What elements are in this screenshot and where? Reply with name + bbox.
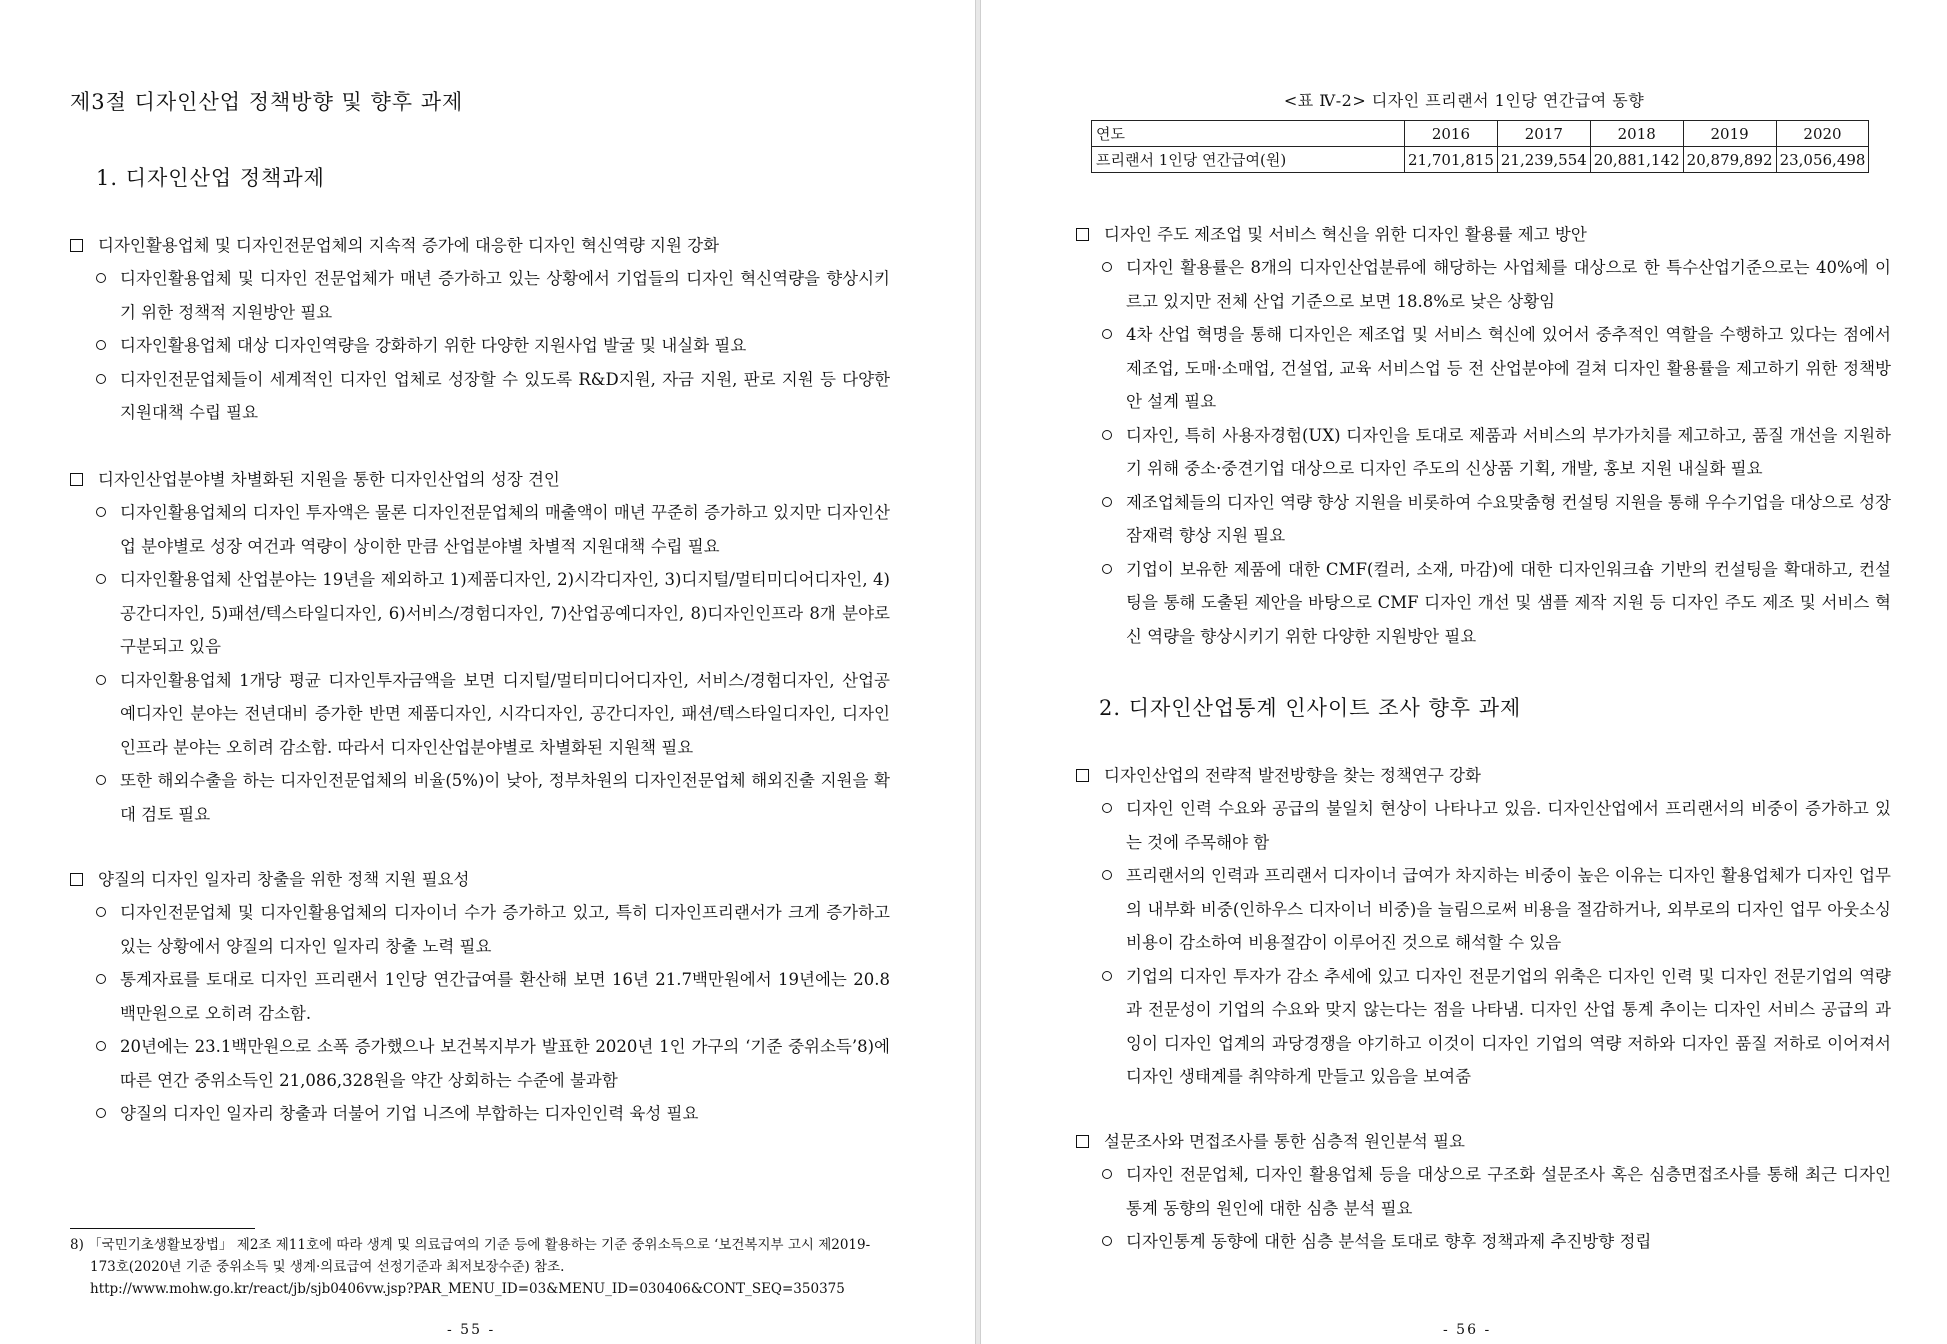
square-bullet-icon [1076, 228, 1089, 241]
list-item [1076, 960, 1891, 1094]
policy-block-4 [1076, 218, 1891, 653]
list-item [1076, 251, 1891, 318]
list-item [70, 1030, 890, 1097]
list-item-text: 디자인활용업체 대상 디자인역량을 강화하기 위한 다양한 지원사업 발굴 및 내실화 필요 [120, 336, 747, 355]
circle-bullet-icon [1102, 497, 1112, 507]
list-item-text: 양질의 디자인 일자리 창출과 더불어 기업 니즈에 부합하는 디자인인력 육성 필요 [120, 1104, 699, 1123]
list-item [70, 896, 890, 963]
circle-bullet-icon [1102, 262, 1112, 272]
circle-bullet-icon [96, 374, 106, 384]
list-item [1076, 553, 1891, 654]
bullet-heading [1076, 759, 1891, 792]
square-bullet-icon [1076, 769, 1089, 782]
chapter-title: 제3절 디자인산업 정책방향 및 향후 과제 [70, 90, 464, 114]
footnote [70, 1234, 890, 1300]
circle-bullet-icon [1102, 564, 1112, 574]
list-item-text: 디자인 인력 수요와 공급의 불일치 현상이 나타나고 있음. 디자인산업에서 프리랜서의 비중이 증가하고 있는 것에 주목해야 함 [1126, 799, 1891, 852]
policy-block-3 [70, 863, 890, 1131]
list-item-text: 디자인활용업체 산업분야는 19년을 제외하고 1)제품디자인, 2)시각디자인, 3)디지털/멀티미디어디자인, 4)공간디자인, 5)패션/텍스타일디자인, 6)서비스/경험디자인, 7)산업공예디자인, 8)디자인인프라 8개 분야로 구분되고 있음 [120, 570, 890, 656]
list-item [1076, 1225, 1891, 1259]
section-title-1: 1. 디자인산업 정책과제 [96, 166, 325, 190]
list-item-text: 디자인전문업체들이 세계적인 디자인 업체로 성장할 수 있도록 R&D지원, 자금 지원, 판로 지원 등 다양한 지원대책 수립 필요 [120, 369, 890, 422]
list-item-text: 통계자료를 토대로 디자인 프리랜서 1인당 연간급여를 환산해 보면 16년 21.7백만원에서 19년에는 20.8백만원으로 오히려 감소함. [120, 970, 890, 1023]
list-item-text: 디자인, 특히 사용자경험(UX) 디자인을 토대로 제품과 서비스의 부가가치를 제고하고, 품질 개선을 지원하기 위해 중소·중견기업 대상으로 디자인 주도의 신상품 기획, 개발, 홍보 지원 내실화 필요 [1126, 425, 1891, 478]
circle-bullet-icon [1102, 430, 1112, 440]
circle-bullet-icon [1102, 1236, 1112, 1246]
table-cell: 21,701,815 [1405, 147, 1498, 173]
circle-bullet-icon [96, 974, 106, 984]
list-item [1076, 1158, 1891, 1225]
list-item-text: 기업이 보유한 제품에 대한 CMF(컬러, 소재, 마감)에 대한 디자인워크숍 기반의 컨설팅을 확대하고, 컨설팅을 통해 도출된 제안을 바탕으로 CMF 디자인 개선 및 샘플 제작 지원 등 디자인 주도 제조 및 서비스 혁신 역량을 향상시키기 위한 다양한 지원방안 필요 [1126, 559, 1891, 646]
circle-bullet-icon [96, 1041, 106, 1051]
bullet-heading-text: 양질의 디자인 일자리 창출을 위한 정책 지원 필요성 [98, 870, 470, 889]
bullet-heading-text: 디자인산업분야별 차별화된 지원을 통한 디자인산업의 성장 견인 [98, 470, 560, 489]
table-cell: 2017 [1497, 121, 1590, 147]
bullet-heading [70, 863, 890, 896]
circle-bullet-icon [1102, 803, 1112, 813]
list-item-text: 디자인활용업체 1개당 평균 디자인투자금액을 보면 디지털/멀티미디어디자인, 서비스/경험디자인, 산업공예디자인 분야는 전년대비 증가한 반면 제품디자인, 시각디자인, 공간디자인, 패션/텍스타일디자인, 디자인 인프라 분야는 오히려 감소함. 따라서 디자인산업분야별로 차별화된 지원책 필요 [120, 670, 890, 757]
table-cell: 프리랜서 1인당 연간급여(원) [1092, 147, 1405, 173]
bullet-heading [1076, 1125, 1891, 1158]
list-item-text: 디자인활용업체의 디자인 투자액은 물론 디자인전문업체의 매출액이 매년 꾸준히 증가하고 있지만 디자인산업 분야별로 성장 여건과 역량이 상이한 만큼 산업분야별 차별적 지원대책 수립 필요 [120, 503, 890, 556]
bullet-heading-text: 디자인산업의 전략적 발전방향을 찾는 정책연구 강화 [1104, 766, 1481, 785]
policy-block-6 [1076, 1125, 1891, 1259]
list-item [70, 1097, 890, 1131]
table-cell: 연도 [1092, 121, 1405, 147]
policy-block-5 [1076, 759, 1891, 1094]
bullet-heading [1076, 218, 1891, 251]
list-item-text: 기업의 디자인 투자가 감소 추세에 있고 디자인 전문기업의 위축은 디자인 인력 및 디자인 전문기업의 역량과 전문성이 기업의 수요와 맞지 않는다는 점을 나타냄. 디자인 산업 통계 추이는 디자인 서비스 공급의 과잉이 디자인 업계의 과당경쟁을 야기하고 이것이 디자인 기업의 역량 저하와 디자인 품질 저하로 이어져서 디자인 생태계를 취약하게 만들고 있음을 보여줌 [1126, 966, 1891, 1086]
table-cell: 2019 [1683, 121, 1776, 147]
table-cell: 2016 [1405, 121, 1498, 147]
list-item [70, 764, 890, 831]
table-cell: 2018 [1590, 121, 1683, 147]
circle-bullet-icon [96, 675, 106, 685]
policy-block-2 [70, 463, 890, 831]
bullet-heading-text: 설문조사와 면접조사를 통한 심층적 원인분석 필요 [1104, 1132, 1465, 1151]
circle-bullet-icon [1102, 870, 1112, 880]
square-bullet-icon [1076, 1135, 1089, 1148]
list-item [70, 262, 890, 329]
list-item [1076, 318, 1891, 419]
list-item-text: 프리랜서의 인력과 프리랜서 디자이너 급여가 차지하는 비중이 높은 이유는 디자인 활용업체가 디자인 업무의 내부화 비중(인하우스 디자이너 비중)을 늘림으로써 비용을 절감하거나, 외부로의 디자인 업무 아웃소싱 비용이 감소하여 비용절감이 이루어진 것으로 해석할 수 있음 [1126, 866, 1891, 952]
footnote-divider [70, 1228, 255, 1229]
circle-bullet-icon [96, 574, 106, 584]
footnote-text: 8) 「국민기초생활보장법」 제2조 제11호에 따라 생계 및 의료급여의 기준 등에 활용하는 기준 중위소득으로 ‘보건복지부 고시 제2019-173호(2020년 기준 중위소득 및 생계·의료급여 선정기준과 최저보장수준) 참조. [70, 1237, 871, 1275]
list-item [1076, 486, 1891, 553]
salary-table [1091, 120, 1869, 173]
list-item [1076, 792, 1891, 859]
table-cell: 2020 [1776, 121, 1869, 147]
circle-bullet-icon [1102, 1169, 1112, 1179]
circle-bullet-icon [1102, 971, 1112, 981]
list-item-text: 또한 해외수출을 하는 디자인전문업체의 비율(5%)이 낮아, 정부차원의 디자인전문업체 해외진출 지원을 확대 검토 필요 [120, 771, 890, 824]
bullet-heading-text: 디자인 주도 제조업 및 서비스 혁신을 위한 디자인 활용률 제고 방안 [1104, 225, 1587, 244]
bullet-heading [70, 463, 890, 496]
table-cell: 23,056,498 [1776, 147, 1869, 173]
list-item [1076, 419, 1891, 486]
table-row [1092, 147, 1869, 173]
square-bullet-icon [70, 239, 83, 252]
list-item-text: 디자인통계 동향에 대한 심층 분석을 토대로 향후 정책과제 추진방향 정립 [1126, 1232, 1652, 1251]
circle-bullet-icon [96, 273, 106, 283]
list-item [1076, 859, 1891, 960]
policy-block-1 [70, 229, 890, 430]
right-page [981, 0, 1947, 1344]
circle-bullet-icon [96, 1108, 106, 1118]
list-item-text: 디자인활용업체 및 디자인 전문업체가 매년 증가하고 있는 상황에서 기업들의 디자인 혁신역량을 향상시키기 위한 정책적 지원방안 필요 [120, 269, 890, 322]
bullet-heading-text: 디자인활용업체 및 디자인전문업체의 지속적 증가에 대응한 디자인 혁신역량 지원 강화 [98, 236, 720, 255]
circle-bullet-icon [96, 907, 106, 917]
list-item-text: 디자인전문업체 및 디자인활용업체의 디자이너 수가 증가하고 있고, 특히 디자인프리랜서가 크게 증가하고 있는 상황에서 양질의 디자인 일자리 창출 노력 필요 [120, 903, 890, 956]
circle-bullet-icon [96, 340, 106, 350]
circle-bullet-icon [96, 775, 106, 785]
list-item [70, 363, 890, 430]
list-item [70, 664, 890, 765]
table-row [1092, 121, 1869, 147]
page-number: - 56 - [1443, 1322, 1492, 1338]
square-bullet-icon [70, 873, 83, 886]
table-cell: 20,881,142 [1590, 147, 1683, 173]
section-title-2: 2. 디자인산업통계 인사이트 조사 향후 과제 [1099, 696, 1522, 720]
list-item [70, 563, 890, 664]
list-item [70, 329, 890, 363]
circle-bullet-icon [1102, 329, 1112, 339]
square-bullet-icon [70, 473, 83, 486]
bullet-heading [70, 229, 890, 262]
footnote-link[interactable]: http://www.mohw.go.kr/react/jb/sjb0406vw.jsp?PAR_MENU_ID=03&MENU_ID=030406&CONT_SEQ=350375 [90, 1281, 845, 1297]
list-item-text: 20년에는 23.1백만원으로 소폭 증가했으나 보건복지부가 발표한 2020년 1인 가구의 ‘기준 중위소득’8)에 따른 연간 중위소득인 21,086,328원을 약간 상회하는 수준에 불과함 [120, 1037, 890, 1090]
table-cell: 20,879,892 [1683, 147, 1776, 173]
page-number: - 55 - [447, 1322, 496, 1338]
circle-bullet-icon [96, 507, 106, 517]
list-item-text: 제조업체들의 디자인 역량 향상 지원을 비롯하여 수요맞춤형 컨설팅 지원을 통해 우수기업을 대상으로 성장잠재력 향상 지원 필요 [1126, 492, 1891, 545]
table-caption: <표 Ⅳ-2> 디자인 프리랜서 1인당 연간급여 동향 [1283, 91, 1645, 110]
table-cell: 21,239,554 [1497, 147, 1590, 173]
list-item [70, 496, 890, 563]
list-item-text: 디자인 활용률은 8개의 디자인산업분류에 해당하는 사업체를 대상으로 한 특수산업기준으로는 40%에 이르고 있지만 전체 산업 기준으로 보면 18.8%로 낮은 상황임 [1126, 258, 1891, 311]
list-item-text: 디자인 전문업체, 디자인 활용업체 등을 대상으로 구조화 설문조사 혹은 심층면접조사를 통해 최근 디자인통계 동향의 원인에 대한 심층 분석 필요 [1126, 1165, 1891, 1218]
list-item [70, 963, 890, 1030]
list-item-text: 4차 산업 혁명을 통해 디자인은 제조업 및 서비스 혁신에 있어서 중추적인 역할을 수행하고 있다는 점에서 제조업, 도매·소매업, 건설업, 교육 서비스업 등 전 산업분야에 걸쳐 디자인 활용률을 제고하기 위한 정책방안 설계 필요 [1126, 325, 1891, 411]
